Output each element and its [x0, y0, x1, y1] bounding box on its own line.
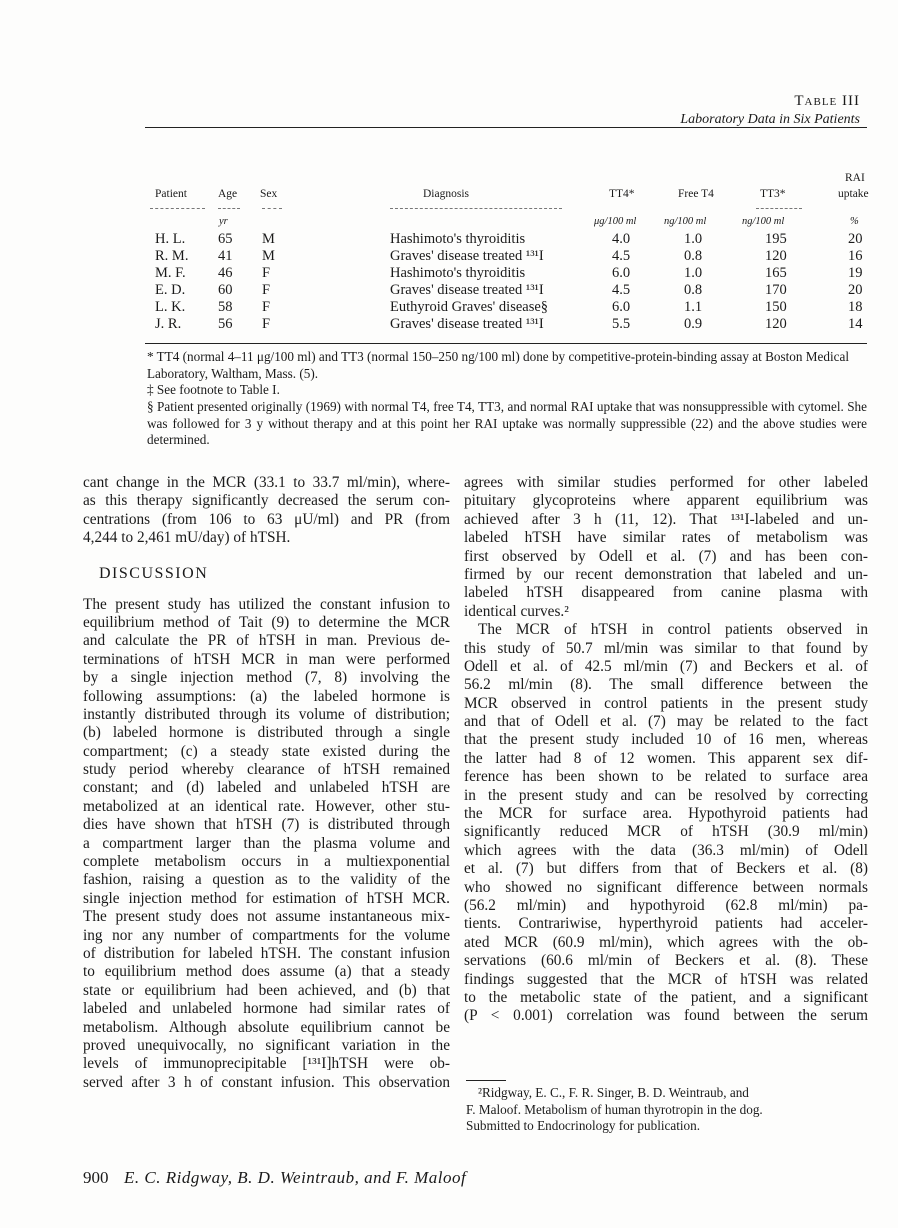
cell-free-t4: 0.9 [684, 316, 703, 332]
text-line: and that of Odell et al. (7) may be related to the fact [464, 713, 868, 731]
cell-rai: 20 [848, 231, 863, 247]
text-line: served after 3 h of constant infusion. This observation [83, 1073, 450, 1091]
text-line: firmed by our recent demonstration that labeled and un- [464, 565, 868, 583]
header-rai-top: RAI [845, 172, 865, 184]
cell-age: 58 [218, 299, 233, 315]
text-line: The present study has utilized the constant infusion to [83, 595, 450, 613]
text-line: servations (60.6 ml/min of Beckers et al. (8). These [464, 952, 868, 970]
cell-patient: J. R. [155, 316, 182, 332]
left-text-column [83, 474, 450, 1092]
footnote-line: ²Ridgway, E. C., F. R. Singer, B. D. Weintraub, and [478, 1085, 749, 1100]
cell-patient: E. D. [155, 282, 186, 298]
header-dash [756, 208, 802, 209]
text-line: Odell et al. of 42.5 ml/min (7) and Beckers et al. of [464, 657, 868, 675]
cell-rai: 18 [848, 299, 863, 315]
text-line: study period whereby clearance of hTSH remained [83, 761, 450, 779]
cell-rai: 14 [848, 316, 863, 332]
text-line: the MCR for surface area. Hypothyroid patients had [464, 805, 868, 823]
text-line: as this therapy significantly decreased the serum con- [83, 492, 450, 510]
text-line: MCR observed in control patients in the present study [464, 694, 868, 712]
text-line: The MCR of hTSH in control patients observed in [478, 621, 868, 639]
text-line: by a single injection method (7, 8) involving the [83, 669, 450, 687]
cell-free-t4: 1.0 [684, 231, 703, 247]
text-line: agrees with similar studies performed for other labeled [464, 474, 868, 491]
text-line: which agrees with the data (36.3 ml/min) of Odell [464, 841, 868, 859]
header-dash [218, 208, 240, 209]
text-line: terminations of hTSH MCR in man were performed [83, 650, 450, 668]
cell-diagnosis: Euthyroid Graves' disease§ [390, 299, 549, 315]
header-sex: Sex [260, 188, 278, 200]
text-line: fashion, raising a question as to the validity of the [83, 871, 450, 889]
cell-sex: F [262, 316, 271, 332]
text-line: (P < 0.001) correlation was found between the serum [464, 1007, 868, 1025]
cell-free-t4: 0.8 [684, 282, 703, 298]
paragraph [464, 474, 868, 621]
cell-tt4: 5.5 [612, 316, 631, 332]
text-line: tients. Contrariwise, hyperthyroid patients had acceler- [464, 915, 868, 933]
cell-tt3: 170 [765, 282, 787, 298]
cell-tt4: 6.0 [612, 265, 631, 281]
cell-tt4: 4.5 [612, 282, 631, 298]
unit-rai: % [850, 216, 859, 227]
cell-age: 41 [218, 248, 233, 264]
cell-free-t4: 1.0 [684, 265, 703, 281]
cell-patient: M. F. [155, 265, 186, 281]
text-line: cant change in the MCR (33.1 to 33.7 ml/min), where- [83, 474, 450, 491]
column-footnote [466, 1085, 866, 1135]
table-title: Table III [794, 93, 860, 109]
running-footer-authors: E. C. Ridgway, B. D. Weintraub, and F. Maloof [124, 1168, 467, 1187]
cell-diagnosis: Graves' disease treated ¹³¹I [390, 248, 544, 264]
text-line: dies have shown that hTSH (7) is distributed through [83, 816, 450, 834]
table-subtitle: Laboratory Data in Six Patients [680, 112, 860, 127]
cell-age: 60 [218, 282, 233, 298]
text-line: labeled hTSH disappeared from canine plasma with [464, 584, 868, 602]
header-age: Age [218, 188, 238, 200]
text-line: complete metabolism occurs in a multiexponential [83, 853, 450, 871]
cell-sex: F [262, 265, 271, 281]
cell-rai: 16 [848, 248, 863, 264]
text-line: in the present study and can be resolved by correcting [464, 786, 868, 804]
cell-sex: M [262, 248, 275, 264]
cell-tt3: 120 [765, 316, 787, 332]
header-diagnosis: Diagnosis [423, 188, 469, 200]
text-line: (b) labeled hormone is distributed through a single [83, 724, 450, 742]
footnote-line: Submitted to Endocrinology for publication. [466, 1118, 701, 1133]
cell-sex: F [262, 282, 271, 298]
paragraph [83, 474, 450, 548]
footnote-line: F. Maloof. Metabolism of human thyrotropin in the dog. [466, 1101, 763, 1117]
text-line: of distribution for labeled hTSH. The constant infusion [83, 944, 450, 962]
section-heading: DISCUSSION [99, 564, 209, 582]
right-text-column [464, 474, 868, 1026]
cell-age: 65 [218, 231, 233, 247]
text-line: the latter had 8 of 12 women. This apparent sex dif- [464, 749, 868, 767]
text-line: 56.2 ml/min (8). The small difference between the [464, 676, 868, 694]
text-line: The present study does not assume instantaneous mix- [83, 908, 450, 926]
cell-patient: R. M. [155, 248, 189, 264]
text-line: (56.2 ml/min) and hypothyroid (62.8 ml/min) pa- [464, 896, 868, 914]
text-line: ing nor any number of compartments for the volume [83, 926, 450, 944]
text-line: findings suggested that the MCR of hTSH was related [464, 970, 868, 988]
text-line: to equilibrium method does assume (a) that a steady [83, 963, 450, 981]
header-tt3: TT3* [760, 188, 786, 200]
text-line: achieved after 3 h (11, 12). That ¹³¹I-labeled and un- [464, 510, 868, 528]
cell-sex: F [262, 299, 271, 315]
page-number: 900 [83, 1168, 109, 1187]
text-line: identical curves.² [464, 602, 569, 620]
cell-tt3: 165 [765, 265, 787, 281]
text-line: who showed no significant difference between normals [464, 878, 868, 896]
text-line: compartment; (c) a steady state existed during the [83, 742, 450, 760]
text-line: proved unequivocally, no significant variation in the [83, 1036, 450, 1054]
text-line: that the present study included 10 of 16 men, whereas [464, 731, 868, 749]
cell-diagnosis: Hashimoto's thyroiditis [390, 231, 526, 247]
text-line: et al. (7) but differs from that of Beckers et al. (8) [464, 860, 868, 878]
table-footnote-tt: * TT4 (normal 4–11 μg/100 ml) and TT3 (normal 150–250 ng/100 ml) done by competitive-protein-binding assay at Boston Medical Laboratory, Waltham, Mass. (5). [147, 349, 849, 381]
cell-tt4: 4.0 [612, 231, 631, 247]
cell-patient: L. K. [155, 299, 186, 315]
text-line: centrations (from 106 to 63 μU/ml) and PR (from [83, 510, 450, 528]
text-line: state or equilibrium had been achieved, and (b) that [83, 981, 450, 999]
text-line: ated MCR (60.9 ml/min), which agrees with the ob- [464, 933, 868, 951]
text-line: single injection method for estimation of hTSH MCR. [83, 889, 450, 907]
cell-tt3: 195 [765, 231, 787, 247]
text-line: a compartment larger than the plasma volume and [83, 834, 450, 852]
text-line: first observed by Odell et al. (7) and has been con- [464, 547, 868, 565]
text-line: metabolism. Although absolute equilibrium cannot be [83, 1018, 450, 1036]
unit-tt3: ng/100 ml [742, 216, 785, 227]
header-rai-bottom: uptake [838, 188, 869, 200]
table-footnote-double-dagger: ‡ See footnote to Table I. [147, 382, 280, 397]
text-line: following assumptions: (a) the labeled hormone is [83, 687, 450, 705]
cell-diagnosis: Hashimoto's thyroiditis [390, 265, 526, 281]
table-footnote-section: § Patient presented originally (1969) with normal T4, free T4, TT3, and normal RAI uptake that was nonsuppressible with cytomel. She was followed for 3 y without therapy and at this point her RAI uptake was normally suppressible (22) and the above studies were determined. [147, 399, 867, 447]
paragraph [83, 596, 450, 1093]
cell-sex: M [262, 231, 275, 247]
cell-patient: H. L. [155, 231, 186, 247]
cell-free-t4: 0.8 [684, 248, 703, 264]
text-line: ference has been shown to be related to surface area [464, 768, 868, 786]
text-line: this study of 50.7 ml/min was similar to that found by [464, 639, 868, 657]
unit-free-t4: ng/100 ml [664, 216, 707, 227]
cell-age: 56 [218, 316, 233, 332]
cell-diagnosis: Graves' disease treated ¹³¹I [390, 316, 544, 332]
cell-rai: 20 [848, 282, 863, 298]
text-line: labeled and unlabeled hormone had similar rates of [83, 1000, 450, 1018]
text-line: metabolized at an identical rate. However, other stu- [83, 797, 450, 815]
cell-diagnosis: Graves' disease treated ¹³¹I [390, 282, 544, 298]
footnote-rule [466, 1080, 506, 1081]
cell-tt3: 120 [765, 248, 787, 264]
cell-tt3: 150 [765, 299, 787, 315]
text-line: labeled hTSH have similar rates of metabolism was [464, 529, 868, 547]
text-line: significantly reduced MCR of hTSH (30.9 ml/min) [464, 823, 868, 841]
header-patient: Patient [155, 188, 187, 200]
text-line: and calculate the PR of hTSH in man. Previous de- [83, 632, 450, 650]
cell-tt4: 6.0 [612, 299, 631, 315]
paragraph [464, 621, 868, 1026]
header-dash [150, 208, 205, 209]
text-line: to the metabolic state of the patient, and a significant [464, 988, 868, 1006]
unit-age: yr [219, 216, 228, 227]
text-line: levels of immunoprecipitable [¹³¹I]hTSH were ob- [83, 1055, 450, 1073]
header-tt4: TT4* [609, 188, 635, 200]
text-line: equilibrium method of Tait (9) to determine the MCR [83, 613, 450, 631]
header-dash [390, 208, 562, 209]
cell-tt4: 4.5 [612, 248, 631, 264]
cell-rai: 19 [848, 265, 863, 281]
text-line: instantly distributed through its volume of distribution; [83, 705, 450, 723]
cell-free-t4: 1.1 [684, 299, 703, 315]
text-line: constant; and (d) labeled and unlabeled hTSH are [83, 779, 450, 797]
header-free-t4: Free T4 [678, 188, 714, 200]
table-bottom-rule [145, 343, 867, 344]
cell-age: 46 [218, 265, 233, 281]
unit-tt4: μg/100 ml [594, 216, 637, 227]
text-line: pituitary glycoproteins where apparent equilibrium was [464, 492, 868, 510]
header-dash [262, 208, 282, 209]
table-top-rule [145, 127, 867, 128]
text-line: 4,244 to 2,461 mU/day) of hTSH. [83, 529, 291, 547]
